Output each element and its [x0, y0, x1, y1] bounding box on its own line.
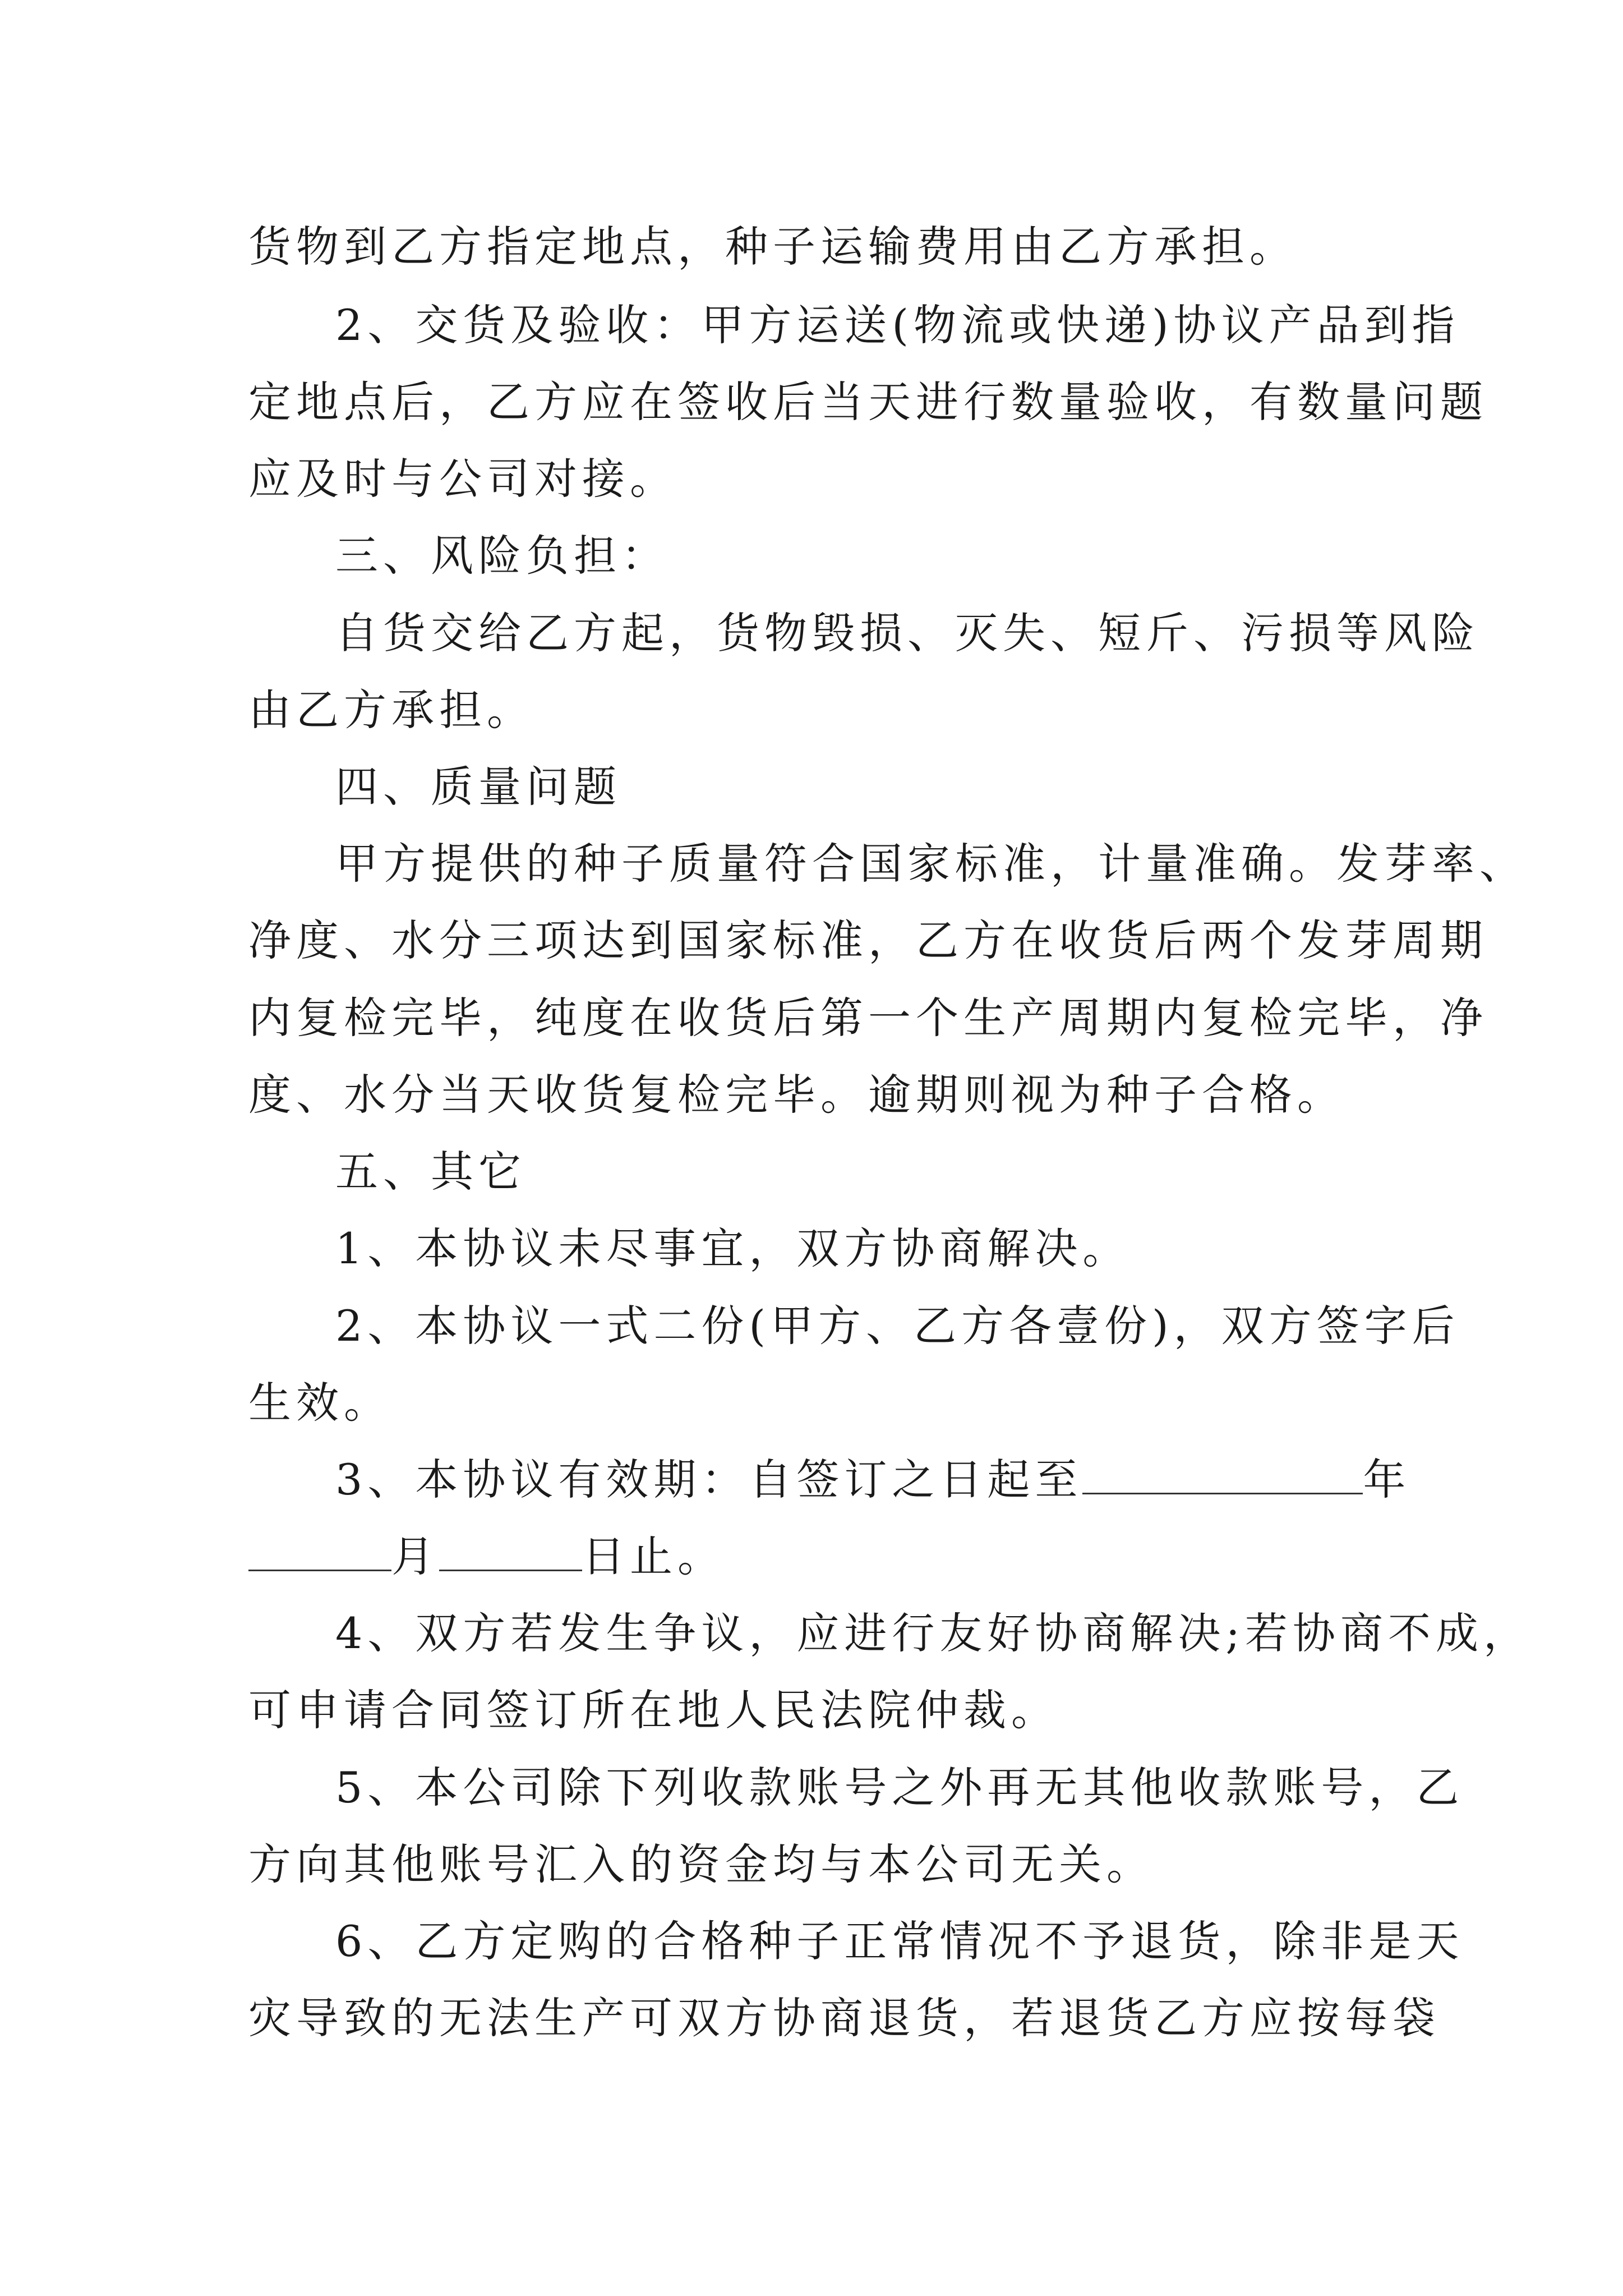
paragraph-line: 货物到乙方指定地点，种子运输费用由乙方承担。 [248, 222, 1297, 272]
paragraph-line: 1、本协议未尽事宜，双方协商解决。 [335, 1223, 1131, 1273]
paragraph-line: 定地点后，乙方应在签收后当天进行数量验收，有数量问题 [248, 377, 1488, 427]
paragraph-line: 2、本协议一式二份(甲方、乙方各壹份)，双方签字后 [335, 1301, 1460, 1351]
section-heading: 三、风险负担： [335, 531, 669, 581]
month-blank [248, 1530, 391, 1571]
paragraph-line: 方向其他账号汇入的资金均与本公司无关。 [248, 1839, 1154, 1889]
day-blank [439, 1530, 582, 1571]
paragraph-line: 2、交货及验收：甲方运送(物流或快递)协议产品到指 [335, 300, 1460, 350]
paragraph-line: 应及时与公司对接。 [248, 454, 677, 504]
validity-prefix: 3、本协议有效期：自签订之日起至 [335, 1455, 1083, 1504]
paragraph-line: 6、乙方定购的合格种子正常情况不予退货，除非是天 [335, 1916, 1464, 1966]
year-blank [1082, 1453, 1363, 1494]
validity-line-continued [248, 1529, 1393, 1585]
validity-line [335, 1452, 1411, 1508]
paragraph-line: 4、双方若发生争议，应进行友好协商解决;若协商不成， [335, 1608, 1531, 1658]
paragraph-line: 度、水分当天收货复检完毕。逾期则视为种子合格。 [248, 1070, 1345, 1120]
paragraph-line: 5、本公司除下列收款账号之外再无其他收款账号，乙 [335, 1763, 1464, 1812]
paragraph-line: 自货交给乙方起，货物毁损、灭失、短斤、污损等风险 [335, 608, 1479, 658]
paragraph-line: 净度、水分三项达到国家标准，乙方在收货后两个发芽周期 [248, 915, 1488, 965]
section-heading: 四、质量问题 [335, 762, 621, 812]
day-end-label: 日止。 [582, 1531, 725, 1581]
paragraph-line: 甲方提供的种子质量符合国家标准，计量准确。发芽率、 [335, 839, 1527, 889]
section-heading: 五、其它 [335, 1147, 526, 1197]
paragraph-line: 可申请合同签订所在地人民法院仲裁。 [248, 1685, 1059, 1735]
month-label: 月 [391, 1531, 439, 1581]
paragraph-line: 灾导致的无法生产可双方协商退货，若退货乙方应按每袋 [248, 1993, 1440, 2043]
paragraph-line: 生效。 [248, 1378, 391, 1428]
year-label: 年 [1363, 1455, 1411, 1504]
paragraph-line: 内复检完毕，纯度在收货后第一个生产周期内复检完毕，净 [248, 993, 1488, 1043]
paragraph-line: 由乙方承担。 [248, 685, 534, 735]
